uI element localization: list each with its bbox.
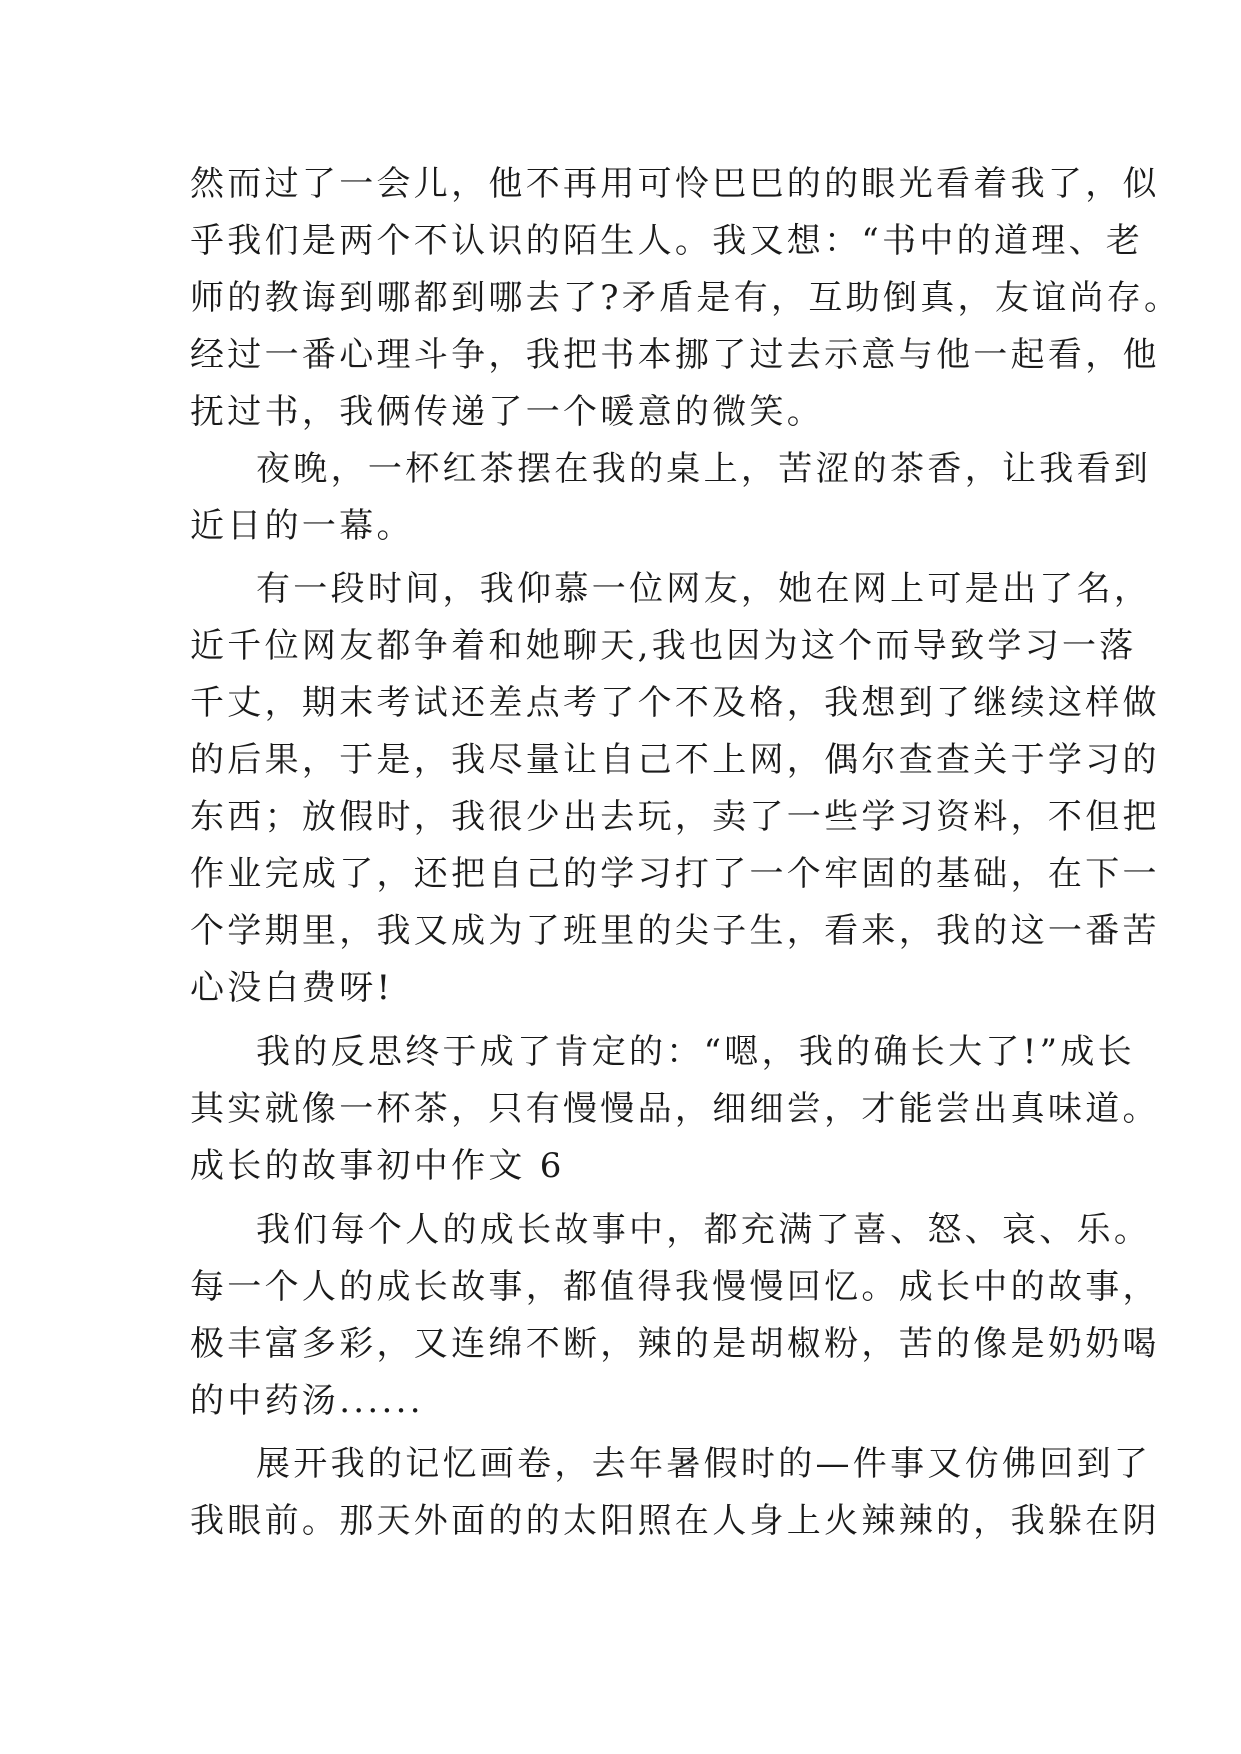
text-line: 抚过书，我俩传递了一个暖意的微笑。 <box>190 392 825 432</box>
text-line: 经过一番心理斗争，我把书本挪了过去示意与他一起看，他 <box>190 335 1160 375</box>
paragraph-first-line: 展开我的记忆画卷，去年暑假时的—件事又仿佛回到了 <box>256 1444 1152 1484</box>
text-line: 个学期里，我又成为了班里的尖子生，看来，我的这一番苦 <box>190 911 1160 951</box>
text-line: 乎我们是两个不认识的陌生人。我又想：“书中的道理、老 <box>190 221 1144 261</box>
paragraph-first-line: 我的反思终于成了肯定的：“嗯，我的确长大了!”成长 <box>256 1032 1135 1072</box>
paragraph-first-line: 有一段时间，我仰慕一位网友，她在网上可是出了名， <box>256 569 1152 609</box>
text-line: 每一个人的成长故事，都值得我慢慢回忆。成长中的故事， <box>190 1267 1160 1307</box>
text-line: 然而过了一会儿，他不再用可怜巴巴的的眼光看着我了，似 <box>190 164 1160 204</box>
text-line: 的中药汤...... <box>190 1381 424 1421</box>
text-line: 极丰富多彩，又连绵不断，辣的是胡椒粉，苦的像是奶奶喝 <box>190 1324 1160 1364</box>
text-line: 师的教诲到哪都到哪去了?矛盾是有，互助倒真，友谊尚存。 <box>190 278 1182 318</box>
text-line: 的后果，于是，我尽量让自己不上网，偶尔查查关于学习的 <box>190 740 1160 780</box>
paragraph-first-line: 我们每个人的成长故事中，都充满了喜、怒、哀、乐。 <box>256 1210 1152 1250</box>
text-line: 千丈，期末考试还差点考了个不及格，我想到了继续这样做 <box>190 683 1160 723</box>
text-line: 近日的一幕。 <box>190 506 414 546</box>
text-line: 作业完成了，还把自己的学习打了一个牢固的基础，在下一 <box>190 854 1160 894</box>
text-line: 我眼前。那天外面的的太阳照在人身上火辣辣的，我躲在阴 <box>190 1501 1160 1541</box>
text-line: 其实就像一杯茶，只有慢慢品，细细尝，才能尝出真味道。 <box>190 1089 1160 1129</box>
text-line: 心没白费呀! <box>190 968 394 1008</box>
text-line: 东西；放假时，我很少出去玩，卖了一些学习资料，不但把 <box>190 797 1160 837</box>
section-heading: 成长的故事初中作文 6 <box>190 1146 565 1186</box>
paragraph-first-line: 夜晚，一杯红茶摆在我的桌上，苦涩的茶香，让我看到 <box>256 449 1152 489</box>
text-line: 近千位网友都争着和她聊天,我也因为这个而导致学习一落 <box>190 626 1137 666</box>
